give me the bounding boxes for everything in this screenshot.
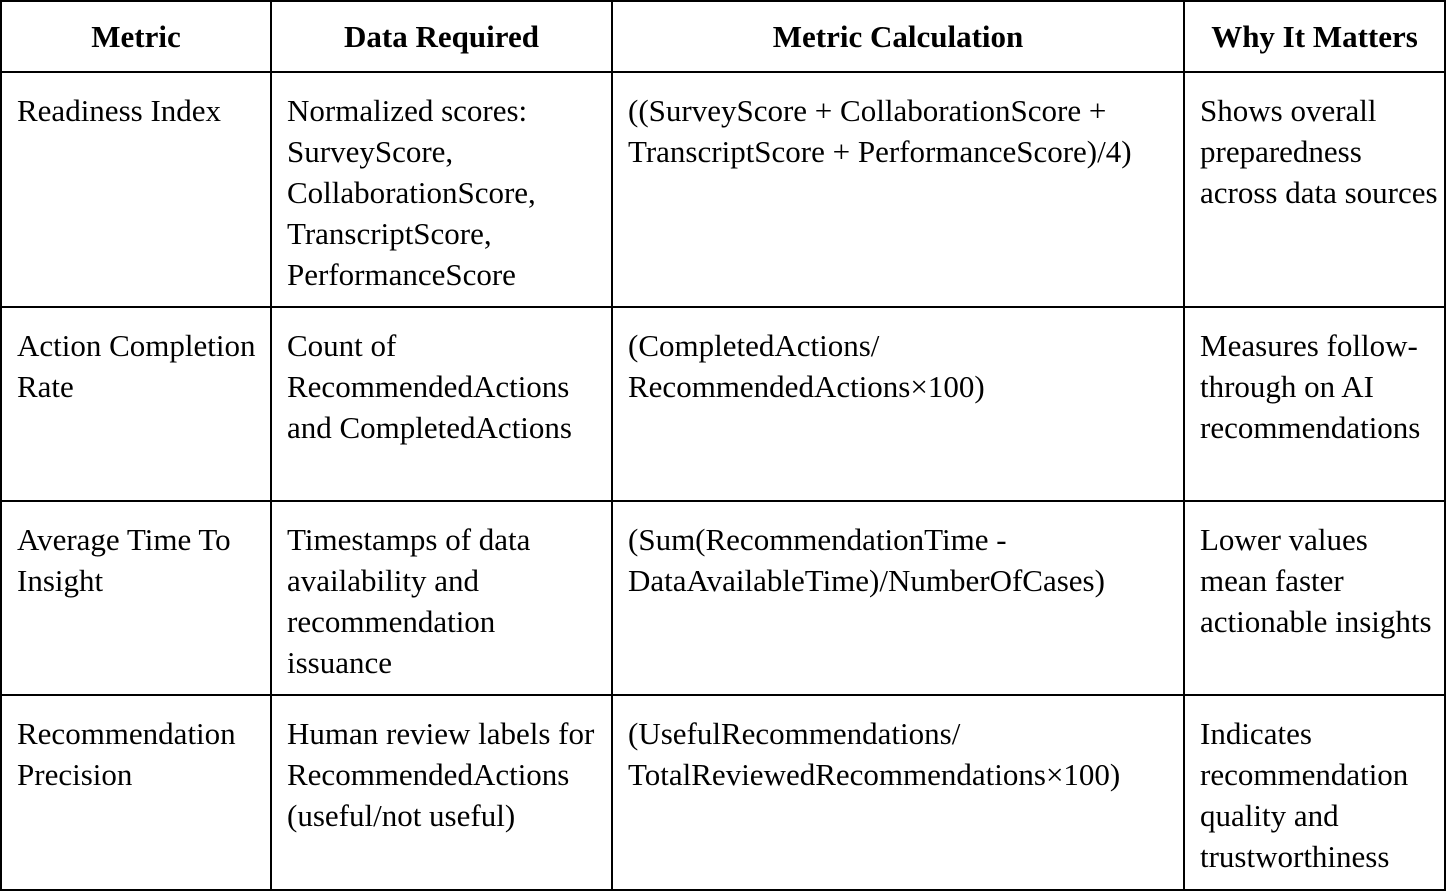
data-required-text: Count of RecommendedActions and CompletedActions [287, 328, 572, 445]
data-required-text: Normalized scores: SurveyScore, CollaborationScore, TranscriptScore, PerformanceScore [287, 93, 536, 292]
why-text: Shows overall preparedness across data sources [1200, 93, 1438, 210]
cell-why [1184, 72, 1445, 307]
header-metric-calculation: Metric Calculation [612, 1, 1184, 72]
cell-why [1184, 501, 1445, 695]
calculation-text: (UsefulRecommendations/ TotalReviewedRecommendations×100) [628, 716, 1121, 792]
table-row [1, 501, 1445, 695]
cell-calculation [612, 695, 1184, 890]
cell-metric [1, 307, 271, 501]
cell-data-required [271, 501, 612, 695]
metric-name: Readiness Index [17, 93, 222, 128]
cell-metric [1, 501, 271, 695]
why-text: Measures follow-through on AI recommendations [1200, 328, 1421, 445]
why-text: Indicates recommendation quality and trustworthiness [1200, 716, 1409, 874]
metric-name: Average Time To Insight [17, 522, 231, 598]
table-row [1, 307, 1445, 501]
header-why-it-matters: Why It Matters [1184, 1, 1445, 72]
header-data-required: Data Required [271, 1, 612, 72]
header-metric: Metric [1, 1, 271, 72]
table-row [1, 72, 1445, 307]
cell-why [1184, 695, 1445, 890]
metric-name: Action Completion Rate [17, 328, 256, 404]
data-required-text: Timestamps of data availability and recommendation issuance [287, 522, 531, 680]
calculation-text: ((SurveyScore + CollaborationScore + TranscriptScore + PerformanceScore)/4) [628, 93, 1132, 169]
table-row [1, 695, 1445, 890]
calculation-text: (CompletedActions/ RecommendedActions×100) [628, 328, 985, 404]
calculation-text: (Sum(RecommendationTime - DataAvailableTime)/NumberOfCases) [628, 522, 1105, 598]
data-required-text: Human review labels for RecommendedActions (useful/not useful) [287, 716, 595, 833]
cell-data-required [271, 307, 612, 501]
cell-calculation [612, 307, 1184, 501]
header-row [1, 1, 1445, 72]
cell-data-required [271, 72, 612, 307]
why-text: Lower values mean faster actionable insights [1200, 522, 1432, 639]
cell-metric [1, 72, 271, 307]
cell-data-required [271, 695, 612, 890]
cell-metric [1, 695, 271, 890]
cell-calculation [612, 72, 1184, 307]
cell-why [1184, 307, 1445, 501]
cell-calculation [612, 501, 1184, 695]
metric-name: Recommendation Precision [17, 716, 236, 792]
